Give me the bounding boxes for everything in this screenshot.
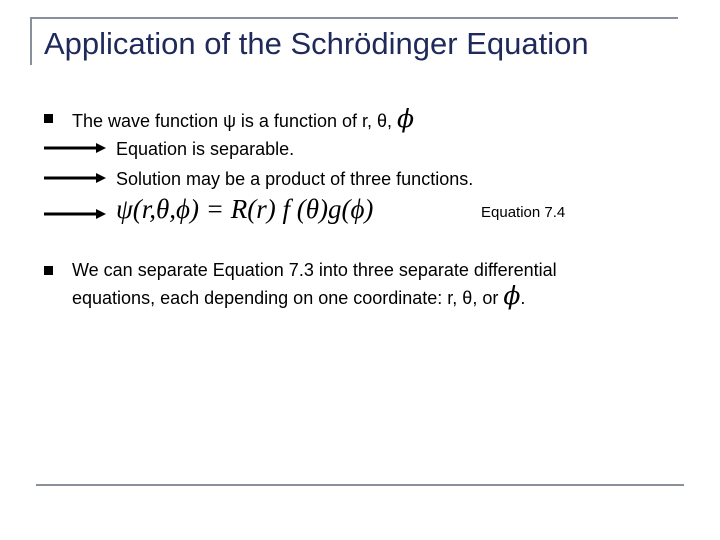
phi-symbol: ϕ	[397, 104, 415, 133]
bullet-square-icon	[44, 114, 53, 123]
equation-formula: ψ(r,θ,ϕ) = R(r) f (θ)g(ϕ)	[116, 194, 374, 224]
arrow-right-icon	[44, 173, 106, 183]
title-frame-top	[30, 17, 678, 19]
bullet2-period: .	[520, 288, 526, 308]
equation-label: Equation 7.4	[481, 204, 566, 221]
bullet2-text: equations, each depending on one coordinate: r, θ, or	[72, 288, 504, 308]
bullet1-line1	[72, 106, 414, 134]
bullet2-line2	[72, 283, 525, 311]
bullet-square-icon	[44, 266, 53, 275]
title-frame-left	[30, 17, 32, 65]
arrow-right-icon	[44, 143, 106, 153]
bullet1-text: The wave function ψ is a function of r, θ,	[72, 111, 398, 131]
slide-title: Application of the Schrödinger Equation	[44, 26, 589, 61]
footer-line	[36, 484, 684, 486]
phi-symbol: ϕ	[503, 281, 521, 310]
arrow-right-icon	[44, 209, 106, 219]
bullet1-line3: Solution may be a product of three functions.	[116, 169, 474, 189]
bullet2-line1: We can separate Equation 7.3 into three separate differential	[72, 260, 557, 280]
bullet1-line2: Equation is separable.	[116, 139, 295, 159]
